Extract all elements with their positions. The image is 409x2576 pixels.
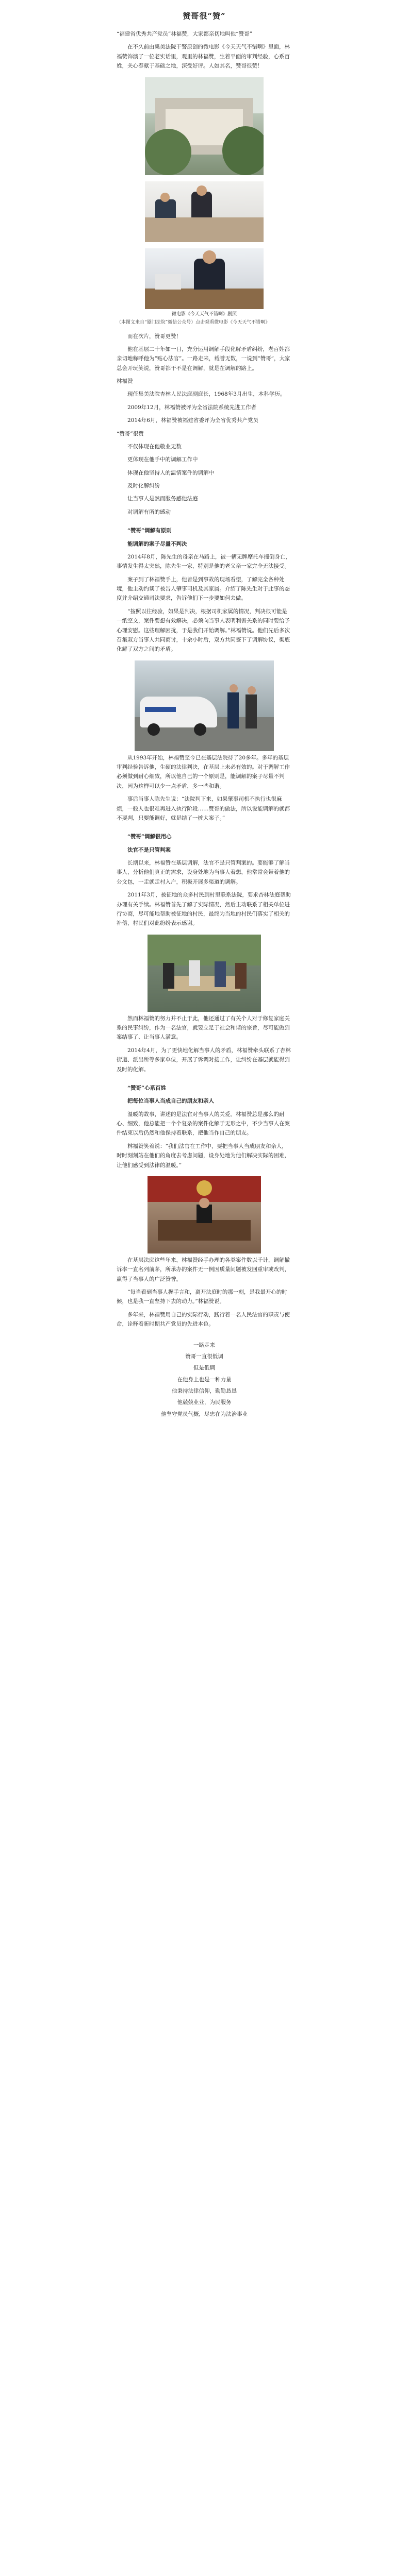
section-subheading: 能调解的案子尽量不判决 <box>127 540 187 547</box>
section-heading: “赞哥”调解有原则 <box>127 528 172 534</box>
praise-item: 体现在他坚持人的温情案件的调解中 <box>127 469 214 476</box>
praise-label: “赞哥”很赞 <box>117 430 144 437</box>
paragraph: 从1993年开始，林福赞至今已在基层法院待了20多年。多年的基层审判经验告诉他，生硬的法律判决，在基层上未必有效的。对于调解工作必须做到耐心细致，所以他自己的一个原则是，能调解的案子尽量不判决，因为这样可以少一点矛盾，多一些和谐。 <box>117 754 290 789</box>
paragraph: 多年来，林福赞用自己的实际行动，践行着一名人民法官的职责与使命，诠释着新时期共产党员的先进本色。 <box>117 1311 290 1328</box>
section-heading: “赞哥”调解很用心 <box>127 834 172 840</box>
praise-item: 让当事人是然而服务感他法庭 <box>127 496 198 502</box>
intro-paragraph: 在不久前由集美法院干警原创的微电影《今天天气不错啊》里面，林福赞饰演了一位老实话里，观里的林福赞，生着平面的审判经验，心系百姓，关心奉献于基础之地，深受好评。人如其名，赞哥很赞！ <box>117 44 290 70</box>
paragraph: “每当看到当事人握手言和，离开法庭时的那一刻，是我最开心的时候，也是我一直坚持下去的动力。”林福赞说。 <box>117 1289 287 1305</box>
paragraph: 他在基层二十年如一日，充分运用调解手段化解矛盾纠纷，老百姓都亲切地称呼他为“贴心法官”。一路走来，载誉无数，一说到“赞哥”，大家总会开玩笑说，赞哥都干不是在调解，就是在调解的路上。 <box>117 346 290 371</box>
paragraph: 林福赞笑着说：“我们法官在工作中，要把当事人当成朋友和亲人，时时刻刻站在他们的角度去考虑问题，设身处地为他们解决实际的困难，让他们感受到法律的温暖。” <box>117 1143 290 1168</box>
microfilm-still-caption: 微电影《今天天气不错啊》剧照 <box>171 311 237 317</box>
praise-item: 对调解有所的感动 <box>127 509 171 515</box>
judge-desk-photo <box>145 248 264 309</box>
paragraph: 在基层法庭这些年来，林福赞经手办理的各类案件数以千计，调解撤诉率一直名列前茅，所承办的案件无一例因质量问题被发回重审或改判，赢得了当事人的广泛赞誉。 <box>117 1257 290 1282</box>
bio-paragraph: 现任集美法院杏林人民法庭副庭长，1968年3月出生，本科学历。 <box>127 391 286 398</box>
poem-line: 但是低调 <box>193 1365 215 1371</box>
paragraph: 温暖的故事，讲述的是法官对当事人的关爱。林福赞总是那么的耐心、细致，他总能把一个个复杂的案件化解于无形之中，不少当事人在案件结束以后仍然和他保持着联系，把他当作自己的朋友。 <box>117 1111 290 1137</box>
source-caption[interactable]: （本图文来自“厦门法院”微信公众号）点击观看微电影《今天天气不错啊》 <box>117 320 270 326</box>
praise-item: 不仅体现在他敬业无数 <box>127 443 182 450</box>
poem-line: 一路走来 <box>193 1342 215 1348</box>
paragraph: 2014年4月，为了更快地化解当事人的矛盾，林福赞牵头联系了杏林街道、派出所等多家单位，开展了诉调对接工作，让纠纷在基层就能得到及时的化解。 <box>117 1047 291 1073</box>
courthouse-photo <box>145 77 264 175</box>
paragraph: 2014年8月，陈先生的母亲在马路上，被一辆无牌摩托车撞倒身亡，事情发生得太突然，陈先生一家，特别是他的老父亲一家完全无法接受。 <box>117 553 291 570</box>
paragraph: 长期以来，林福赞在基层调解，法官不是只管判案的。要能够了解当事人，分析他们真正的需求，设身处地为当事人着想，他常常会带着他的公文包，一走就走村入户，积极开展多渠道的调解。 <box>117 860 290 885</box>
poem-line: 他坚守党员气概，尽忠在为法治事业 <box>161 1411 248 1417</box>
poem-line: 他秉持法律信仰，勤勤恳恳 <box>172 1388 237 1395</box>
paragraph: 2011年3月，被征地的众多村民到村里联系法院，要求杏林法庭帮助办理有关手续。林福赞首先了解了实际情况，然后主动联系了相关单位进行协商，尽可能地帮助被征地的村民，最终为当地的村民们落实了相关的补偿，村民们对此纷纷表示感谢。 <box>117 892 291 927</box>
paragraph: 案子到了林福赞手上，他皆是到事故的现场看望，了解完全各种处境，他主动约谈了被告人肇事司机及其家属。介绍了陈先生对于此事的态度并介绍交通司法要求，告诉他们下一步要如何去做。 <box>117 576 290 602</box>
poem-line: 他兢兢业业，为民服务 <box>177 1399 232 1406</box>
praise-item: 更体现在他手中的调解工作中 <box>127 456 198 463</box>
section-subheading: 法官不是只管判案 <box>127 846 171 853</box>
paragraph: “按照以往经验，如果是判决，根据司机家属的情况，判决很可能是一纸空文，案件要想有效解决，必须向当事人表明利害关系的同时要给予心理安慰。这些理解困扰，于是我们开始调解。”林福赞说。他们先后多次召集双方当事人共同商讨，十余小时后，双方共同签下了调解协议，彻底化解了双方之间的矛盾。 <box>117 608 290 653</box>
name-label: 林福赞 <box>117 378 133 385</box>
poem-line: 在他身上也是一种力量 <box>177 1376 232 1383</box>
article-column <box>117 0 292 1421</box>
poem-line: 赞哥一直很低调 <box>185 1353 223 1360</box>
paragraph: 然而林福赞的努力并不止于此，他还通过了有关个人对于修复家庭关系的民事纠纷，作为一名法官，就要立足于社会和谐的宗旨，尽可能做到案结事了、让当事人满意。 <box>117 1015 290 1041</box>
article-title: 赞哥很“赞” <box>183 11 226 21</box>
praise-item: 及时化解纠纷 <box>127 483 160 489</box>
office-photo <box>145 181 264 242</box>
closing-poem <box>117 1341 292 1419</box>
section-heading: “赞哥”心系百姓 <box>127 1084 167 1091</box>
village-meeting-photo <box>148 935 261 1012</box>
honor-item: 2014年6月，林福赞被福建省委评为全省优秀共产党员 <box>127 417 258 424</box>
honor-item: 2009年12月，林福赞被评为全省法院系统先进工作者 <box>127 404 257 411</box>
courtroom-photo <box>148 1176 261 1253</box>
paragraph: 而在次片，赞哥更赞！ <box>127 333 182 340</box>
paragraph: 事后当事人陈先生说：“法院判下来，如果肇事司机不执行也很麻烦，一般人也很难再进入执行阶段……赞哥的做法，所以说能调解的就都不要判，只要能调好，就是结了一桩大案子。” <box>117 796 290 821</box>
intro-quote: “福建省优秀共产党员”林福赞，大家都亲切地叫他“赞哥” <box>117 31 252 37</box>
police-car-photo <box>135 660 274 751</box>
section-subheading: 把每位当事人当成自己的朋友和亲人 <box>127 1098 214 1105</box>
